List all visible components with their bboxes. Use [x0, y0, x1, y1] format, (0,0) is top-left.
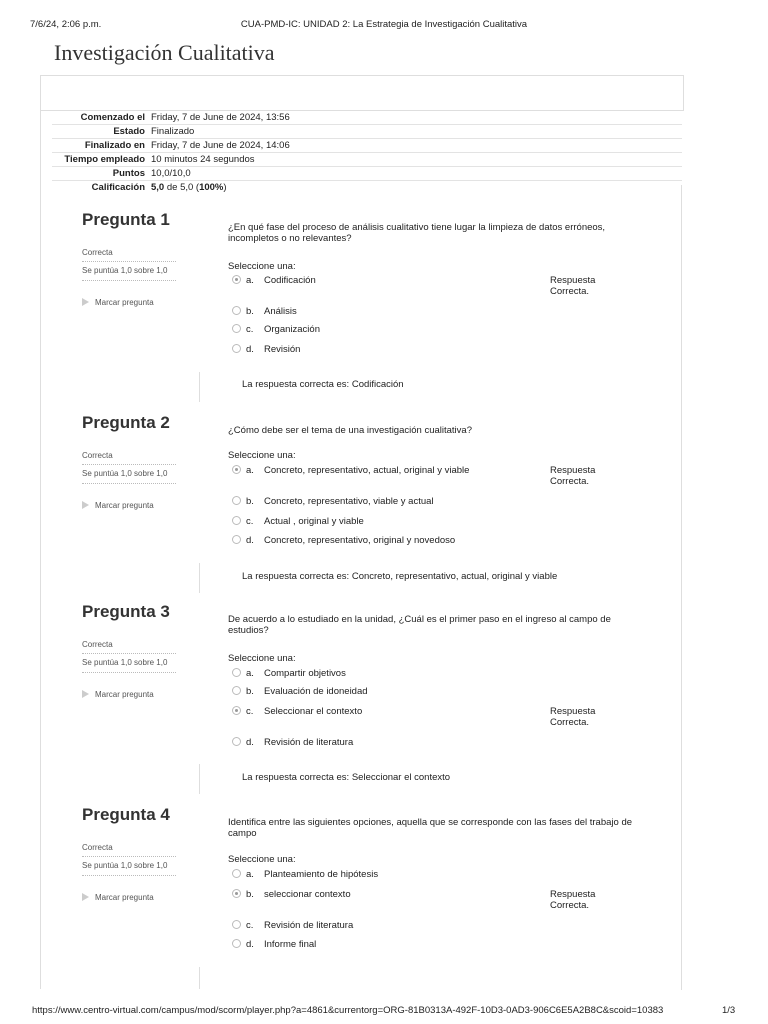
- option-label: Actual , original y viable: [264, 516, 364, 527]
- question-status: Correcta: [82, 640, 176, 654]
- answer-option[interactable]: [232, 889, 351, 900]
- answer-option[interactable]: [232, 737, 353, 748]
- flag-icon: [82, 893, 89, 901]
- question-title: Pregunta 2: [82, 413, 170, 432]
- summary-label: Estado: [52, 125, 148, 139]
- grade-of: de 5,0 (: [164, 182, 200, 193]
- radio-icon[interactable]: [232, 737, 241, 746]
- flag-icon: [82, 501, 89, 509]
- option-letter: c.: [246, 324, 254, 335]
- option-label: Evaluación de idoneidad: [264, 686, 368, 697]
- option-letter: a.: [246, 465, 254, 476]
- summary-label: Finalizado en: [52, 139, 148, 153]
- grade-close: ): [223, 182, 227, 193]
- flag-question-link[interactable]: [82, 298, 154, 307]
- answer-option[interactable]: [232, 516, 364, 527]
- summary-label: Puntos: [52, 167, 148, 181]
- summary-value: Friday, 7 de June de 2024, 13:56: [148, 111, 682, 125]
- grade-points: 5,0: [151, 182, 165, 193]
- radio-icon[interactable]: [232, 686, 241, 695]
- attempt-summary-table: [52, 111, 682, 194]
- radio-icon[interactable]: [232, 324, 241, 333]
- summary-value: Finalizado: [148, 125, 682, 139]
- summary-value: Friday, 7 de June de 2024, 14:06: [148, 139, 682, 153]
- correct-answer: La respuesta correcta es: Concreto, representativo, actual, original y viable: [242, 571, 558, 582]
- summary-row: [52, 153, 682, 167]
- radio-selected-icon[interactable]: [232, 275, 241, 284]
- radio-icon[interactable]: [232, 920, 241, 929]
- option-letter: c.: [246, 516, 254, 527]
- flag-label: Marcar pregunta: [95, 690, 154, 699]
- answer-option[interactable]: [232, 686, 368, 697]
- option-letter: b.: [246, 889, 254, 900]
- question-text: ¿En qué fase del proceso de análisis cualitativo tiene lugar la limpieza de datos erróneos, incompletos o no relevantes?: [228, 222, 606, 244]
- option-letter: c.: [246, 920, 254, 931]
- select-prompt: Seleccione una:: [228, 854, 296, 865]
- summary-row: [52, 139, 682, 153]
- option-letter: a.: [246, 668, 254, 679]
- radio-icon[interactable]: [232, 306, 241, 315]
- answer-feedback: Respuesta Correcta.: [550, 706, 596, 728]
- print-date: 7/6/24, 2:06 p.m.: [30, 19, 102, 30]
- flag-label: Marcar pregunta: [95, 501, 154, 510]
- left-divider: [40, 109, 41, 989]
- summary-row: [52, 111, 682, 125]
- question-status: Correcta: [82, 248, 176, 262]
- option-letter: b.: [246, 496, 254, 507]
- select-prompt: Seleccione una:: [228, 450, 296, 461]
- option-label: Revisión: [264, 344, 301, 355]
- answer-option[interactable]: [232, 306, 297, 317]
- option-letter: c.: [246, 706, 254, 717]
- page-number: 1/3: [722, 1005, 736, 1016]
- radio-icon[interactable]: [232, 516, 241, 525]
- page-url: https://www.centro-virtual.com/campus/mod/scorm/player.php?a=4861&currentorg=ORG-81B0313A-492F-10D3-0AD3-906C6E5A2B8C&scoid=10383: [32, 1005, 664, 1016]
- radio-selected-icon[interactable]: [232, 706, 241, 715]
- option-label: Concreto, representativo, original y novedoso: [264, 535, 456, 546]
- option-letter: d.: [246, 535, 254, 546]
- summary-label: Comenzado el: [52, 111, 148, 125]
- summary-row: [52, 181, 682, 195]
- correct-answer: La respuesta correcta es: Codificación: [242, 379, 404, 390]
- flag-question-link[interactable]: [82, 690, 154, 699]
- radio-selected-icon[interactable]: [232, 465, 241, 474]
- option-label: Planteamiento de hipótesis: [264, 869, 379, 880]
- option-label: Concreto, representativo, actual, original y viable: [264, 465, 470, 476]
- option-label: Revisión de literatura: [264, 737, 354, 748]
- question-score: Se puntúa 1,0 sobre 1,0: [82, 658, 176, 673]
- summary-row: [52, 167, 682, 181]
- option-label: Seleccionar el contexto: [264, 706, 363, 717]
- answer-divider: [199, 764, 200, 794]
- answer-divider: [199, 967, 200, 989]
- radio-icon[interactable]: [232, 939, 241, 948]
- select-prompt: Seleccione una:: [228, 653, 296, 664]
- option-label: Concreto, representativo, viable y actual: [264, 496, 434, 507]
- correct-answer: La respuesta correcta es: Seleccionar el contexto: [242, 772, 451, 783]
- option-label: Codificación: [264, 275, 316, 286]
- answer-feedback: Respuesta Correcta.: [550, 889, 596, 911]
- flag-label: Marcar pregunta: [95, 893, 154, 902]
- answer-option[interactable]: [232, 869, 378, 880]
- option-label: Informe final: [264, 939, 317, 950]
- grade-value: [148, 181, 682, 195]
- radio-selected-icon[interactable]: [232, 889, 241, 898]
- option-letter: b.: [246, 686, 254, 697]
- option-label: Análisis: [264, 306, 297, 317]
- option-label: Organización: [264, 324, 320, 335]
- option-letter: d.: [246, 939, 254, 950]
- radio-icon[interactable]: [232, 344, 241, 353]
- flag-question-link[interactable]: [82, 501, 154, 510]
- question-score: Se puntúa 1,0 sobre 1,0: [82, 861, 176, 876]
- radio-icon[interactable]: [232, 869, 241, 878]
- answer-feedback: Respuesta Correcta.: [550, 275, 596, 297]
- option-letter: a.: [246, 869, 254, 880]
- radio-icon[interactable]: [232, 668, 241, 677]
- question-text: ¿Cómo debe ser el tema de una investigación cualitativa?: [228, 425, 472, 436]
- option-letter: b.: [246, 306, 254, 317]
- answer-option[interactable]: [232, 706, 362, 717]
- question-score: Se puntúa 1,0 sobre 1,0: [82, 266, 176, 281]
- flag-icon: [82, 690, 89, 698]
- answer-option[interactable]: [232, 275, 316, 286]
- answer-option[interactable]: [232, 324, 320, 335]
- option-label: Compartir objetivos: [264, 668, 346, 679]
- question-status: Correcta: [82, 451, 176, 465]
- option-label: Revisión de literatura: [264, 920, 354, 931]
- page-title: Investigación Cualitativa: [54, 40, 275, 65]
- option-letter: d.: [246, 344, 254, 355]
- question-title: Pregunta 4: [82, 805, 170, 824]
- top-box: [40, 75, 684, 111]
- question-status: Correcta: [82, 843, 176, 857]
- option-letter: d.: [246, 737, 254, 748]
- flag-icon: [82, 298, 89, 306]
- answer-option[interactable]: [232, 668, 346, 679]
- answer-divider: [199, 372, 200, 402]
- answer-option[interactable]: [232, 496, 434, 507]
- answer-option[interactable]: [232, 535, 455, 546]
- flag-label: Marcar pregunta: [95, 298, 154, 307]
- summary-label: Tiempo empleado: [52, 153, 148, 167]
- summary-value: 10,0/10,0: [148, 167, 682, 181]
- select-prompt: Seleccione una:: [228, 261, 296, 272]
- document-title: CUA-PMD-IC: UNIDAD 2: La Estrategia de Investigación Cualitativa: [240, 19, 528, 30]
- option-label: seleccionar contexto: [264, 889, 351, 900]
- answer-option[interactable]: [232, 344, 300, 355]
- question-score: Se puntúa 1,0 sobre 1,0: [82, 469, 176, 484]
- radio-icon[interactable]: [232, 496, 241, 505]
- question-text: Identifica entre las siguientes opciones, aquella que se corresponde con las fases del trabajo de campo: [228, 817, 633, 839]
- answer-option[interactable]: [232, 920, 353, 931]
- answer-feedback: Respuesta Correcta.: [550, 465, 596, 487]
- grade-percent: 100%: [199, 182, 224, 193]
- summary-row: [52, 125, 682, 139]
- answer-divider: [199, 563, 200, 593]
- question-title: Pregunta 1: [82, 210, 170, 229]
- option-letter: a.: [246, 275, 254, 286]
- question-title: Pregunta 3: [82, 602, 170, 621]
- question-text: De acuerdo a lo estudiado en la unidad, ¿Cuál es el primer paso en el ingreso al campo de estudios?: [228, 614, 611, 636]
- radio-icon[interactable]: [232, 535, 241, 544]
- answer-option[interactable]: [232, 939, 316, 950]
- summary-label: Calificación: [91, 182, 145, 193]
- answer-option[interactable]: [232, 465, 469, 476]
- summary-value: 10 minutos 24 segundos: [148, 153, 682, 167]
- right-divider: [681, 185, 682, 990]
- flag-question-link[interactable]: [82, 893, 154, 902]
